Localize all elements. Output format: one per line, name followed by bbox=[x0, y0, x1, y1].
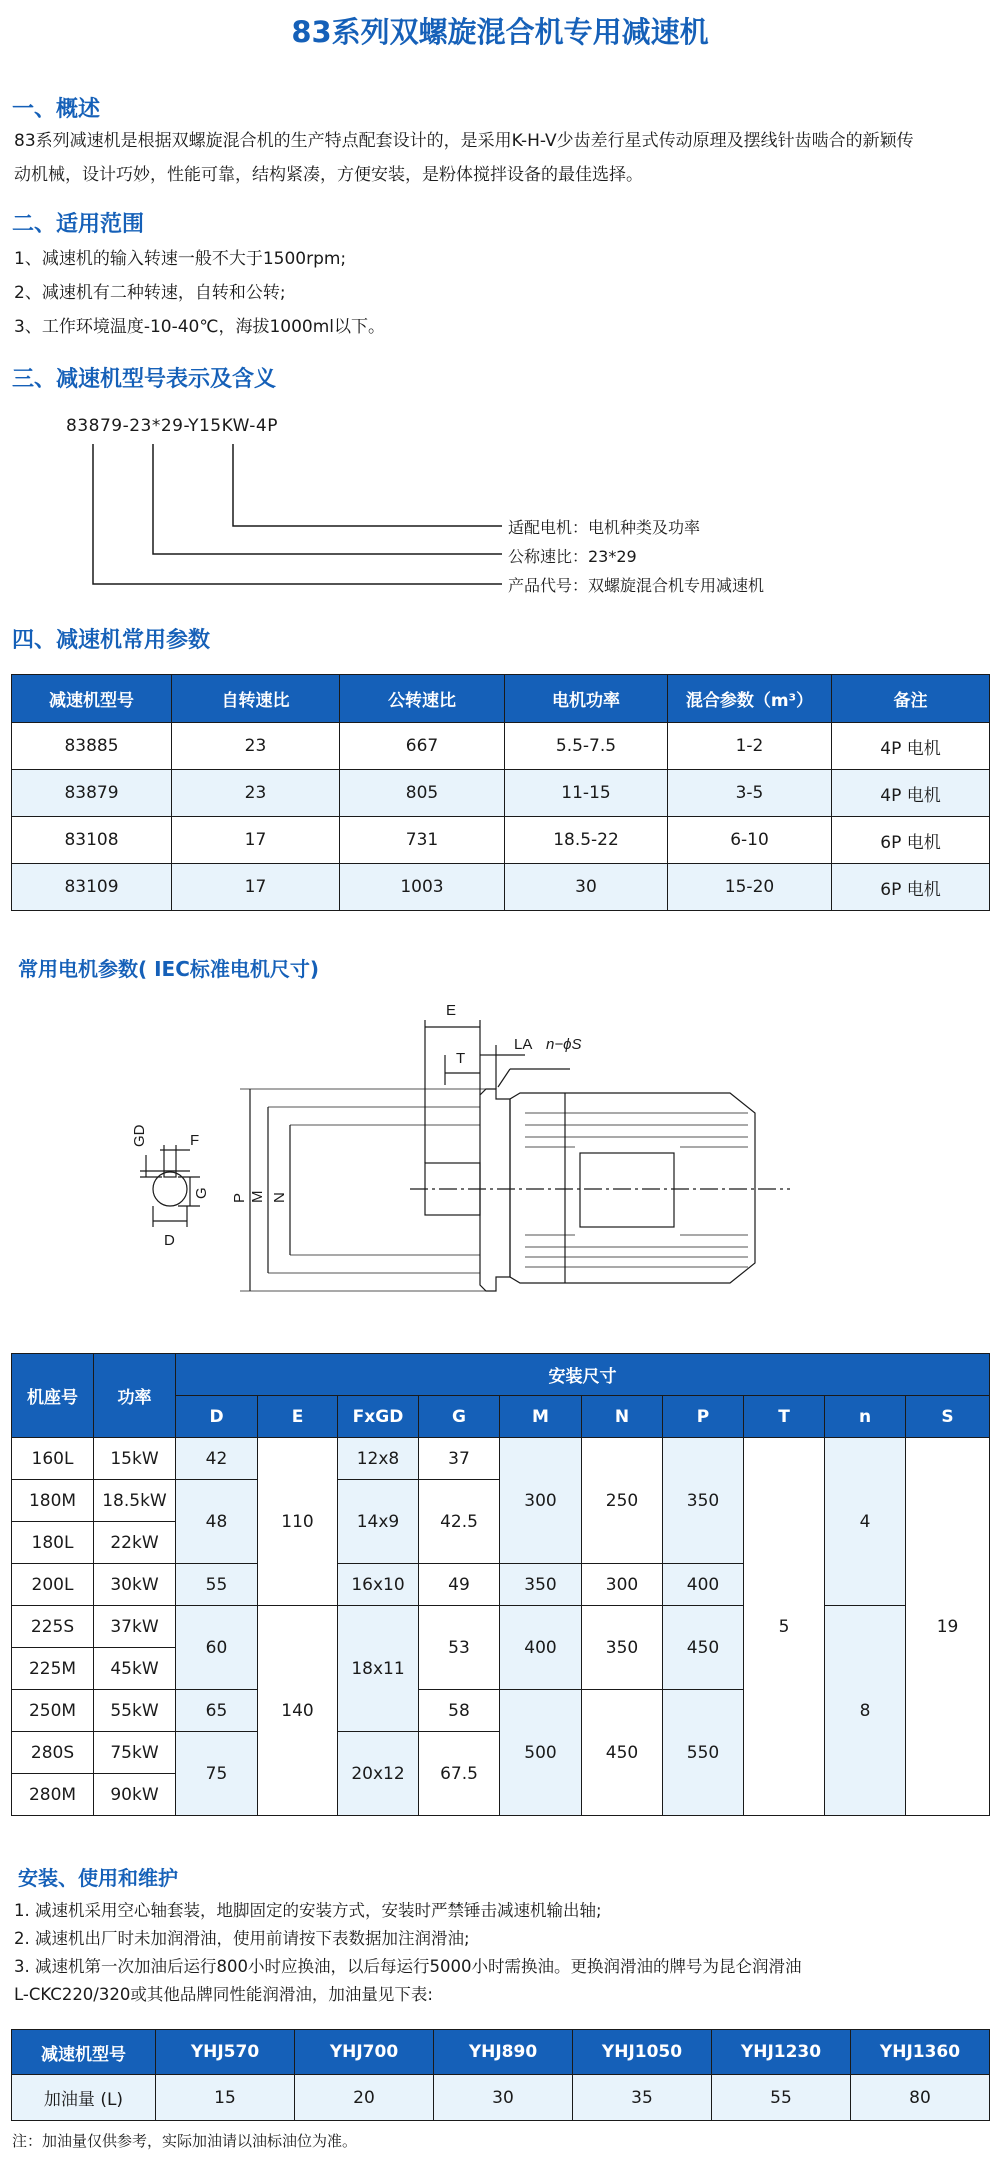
cell: 350 bbox=[582, 1606, 663, 1690]
cell: 12x8 bbox=[338, 1438, 419, 1480]
cell: 5 bbox=[744, 1438, 825, 1816]
table-row bbox=[12, 2075, 990, 2121]
cell: 83879 bbox=[12, 770, 172, 817]
oil-model: YHJ1230 bbox=[712, 2030, 851, 2075]
dim-label-F: F bbox=[190, 1132, 200, 1149]
cell: 4P 电机 bbox=[832, 723, 990, 770]
oil-model: YHJ570 bbox=[156, 2030, 295, 2075]
cell: 23 bbox=[172, 723, 340, 770]
cell: 16x10 bbox=[338, 1564, 419, 1606]
scope-list bbox=[14, 242, 994, 344]
cell: 42.5 bbox=[419, 1480, 500, 1564]
cell: 20 bbox=[295, 2075, 434, 2121]
scope-item: 2、减速机有二种转速，自转和公转; bbox=[14, 283, 286, 303]
cell: 23 bbox=[172, 770, 340, 817]
sub-header: S bbox=[906, 1396, 990, 1438]
cell: 83109 bbox=[12, 864, 172, 911]
table-row bbox=[12, 723, 990, 770]
motor-dimension-table bbox=[11, 1353, 990, 1816]
section-scope-heading: 二、适用范围 bbox=[12, 212, 145, 237]
cell: 180L bbox=[12, 1522, 94, 1564]
overview-line: 83系列减速机是根据双螺旋混合机的生产特点配套设计的，是采用K-H-V少齿差行星式传动原理及摆线针齿啮合的新颖传 bbox=[14, 131, 914, 151]
scope-item: 3、工作环境温度-10-40℃，海拔1000ml以下。 bbox=[14, 317, 385, 337]
cell: 58 bbox=[419, 1690, 500, 1732]
cell: 6P 电机 bbox=[832, 817, 990, 864]
cell: 200L bbox=[12, 1564, 94, 1606]
dim-label-D: D bbox=[164, 1232, 175, 1249]
model-code-example: 83879-23*29-Y15KW-4P bbox=[66, 416, 278, 436]
cell: 49 bbox=[419, 1564, 500, 1606]
col-header: 备注 bbox=[832, 675, 990, 723]
cell: 225S bbox=[12, 1606, 94, 1648]
col-header: 电机功率 bbox=[505, 675, 668, 723]
sub-header: M bbox=[500, 1396, 582, 1438]
cell: 300 bbox=[500, 1438, 582, 1564]
dim-label-T: T bbox=[456, 1050, 466, 1067]
cell: 18.5kW bbox=[94, 1480, 176, 1522]
cell: 17 bbox=[172, 817, 340, 864]
cell: 55kW bbox=[94, 1690, 176, 1732]
col-header: 减速机型号 bbox=[12, 675, 172, 723]
cell: 90kW bbox=[94, 1774, 176, 1816]
motor-dimension-diagram bbox=[131, 995, 800, 1325]
cell: 667 bbox=[340, 723, 505, 770]
sub-header: E bbox=[258, 1396, 338, 1438]
cell: 500 bbox=[500, 1690, 582, 1816]
cell: 550 bbox=[663, 1690, 744, 1816]
cell: 17 bbox=[172, 864, 340, 911]
sub-header: N bbox=[582, 1396, 663, 1438]
cell: 18x11 bbox=[338, 1606, 419, 1732]
cell: 731 bbox=[340, 817, 505, 864]
col-header: 公转速比 bbox=[340, 675, 505, 723]
cell: 15 bbox=[156, 2075, 295, 2121]
cell: 80 bbox=[851, 2075, 990, 2121]
dim-label-G: G bbox=[193, 1187, 210, 1199]
oil-row-label: 加油量 (L) bbox=[12, 2075, 156, 2121]
cell: 67.5 bbox=[419, 1732, 500, 1816]
cell: 160L bbox=[12, 1438, 94, 1480]
cell: 5.5-7.5 bbox=[505, 723, 668, 770]
overview-line: 动机械，设计巧妙，性能可靠，结构紧凑，方便安装，是粉体搅拌设备的最佳选择。 bbox=[14, 165, 643, 185]
cell: 225M bbox=[12, 1648, 94, 1690]
cell: 15kW bbox=[94, 1438, 176, 1480]
cell: 400 bbox=[663, 1564, 744, 1606]
cell: 450 bbox=[663, 1606, 744, 1690]
cell: 14x9 bbox=[338, 1480, 419, 1564]
cell: 15-20 bbox=[668, 864, 832, 911]
maintenance-line: 1. 减速机采用空心轴套装，地脚固定的安装方式，安装时严禁锤击减速机输出轴; bbox=[14, 1901, 602, 1920]
cell: 30 bbox=[505, 864, 668, 911]
sub-header: FxGD bbox=[338, 1396, 419, 1438]
model-label-motor: 适配电机：电机种类及功率 bbox=[508, 518, 701, 537]
table-row bbox=[12, 864, 990, 911]
cell: 37 bbox=[419, 1438, 500, 1480]
cell: 22kW bbox=[94, 1522, 176, 1564]
cell: 42 bbox=[176, 1438, 258, 1480]
oil-header-label: 减速机型号 bbox=[12, 2030, 156, 2075]
cell: 53 bbox=[419, 1606, 500, 1690]
cell: 1003 bbox=[340, 864, 505, 911]
section-model-heading: 三、减速机型号表示及含义 bbox=[12, 367, 277, 392]
cell: 350 bbox=[500, 1564, 582, 1606]
page-title: 83系列双螺旋混合机专用减速机 bbox=[291, 15, 709, 49]
cell: 45kW bbox=[94, 1648, 176, 1690]
oil-model: YHJ1360 bbox=[851, 2030, 990, 2075]
section-params-heading: 四、减速机常用参数 bbox=[12, 628, 211, 653]
table-row bbox=[12, 1438, 990, 1480]
col-header-install: 安装尺寸 bbox=[176, 1354, 990, 1396]
oil-model: YHJ1050 bbox=[573, 2030, 712, 2075]
oil-model: YHJ700 bbox=[295, 2030, 434, 2075]
col-header-frame: 机座号 bbox=[12, 1354, 94, 1438]
oil-model: YHJ890 bbox=[434, 2030, 573, 2075]
cell: 1-2 bbox=[668, 723, 832, 770]
cell: 250M bbox=[12, 1690, 94, 1732]
oil-amount-table bbox=[11, 2029, 990, 2121]
overview-text bbox=[14, 124, 994, 192]
model-label-product: 产品代号：双螺旋混合机专用减速机 bbox=[508, 576, 765, 595]
cell: 20x12 bbox=[338, 1732, 419, 1816]
cell: 48 bbox=[176, 1480, 258, 1564]
cell: 450 bbox=[582, 1690, 663, 1816]
cell: 280S bbox=[12, 1732, 94, 1774]
dim-label-M: M bbox=[249, 1190, 266, 1203]
cell: 400 bbox=[500, 1606, 582, 1690]
cell: 300 bbox=[582, 1564, 663, 1606]
cell: 11-15 bbox=[505, 770, 668, 817]
dim-label-nS: n−ϕS bbox=[546, 1036, 582, 1053]
sub-header: n bbox=[825, 1396, 906, 1438]
oil-note: 注：加油量仅供参考，实际加油请以油标油位为准。 bbox=[12, 2132, 358, 2150]
table-row bbox=[12, 817, 990, 864]
cell: 55 bbox=[712, 2075, 851, 2121]
col-header: 混合参数（m³） bbox=[668, 675, 832, 723]
cell: 280M bbox=[12, 1774, 94, 1816]
cell: 55 bbox=[176, 1564, 258, 1606]
cell: 18.5-22 bbox=[505, 817, 668, 864]
cell: 4 bbox=[825, 1438, 906, 1606]
col-header: 自转速比 bbox=[172, 675, 340, 723]
scope-item: 1、减速机的输入转速一般不大于1500rpm; bbox=[14, 249, 347, 269]
cell: 805 bbox=[340, 770, 505, 817]
dim-label-P: P bbox=[231, 1192, 248, 1203]
cell: 140 bbox=[258, 1606, 338, 1816]
cell: 83108 bbox=[12, 817, 172, 864]
table-row bbox=[12, 770, 990, 817]
sub-header: P bbox=[663, 1396, 744, 1438]
cell: 30 bbox=[434, 2075, 573, 2121]
col-header-power: 功率 bbox=[94, 1354, 176, 1438]
cell: 19 bbox=[906, 1438, 990, 1816]
dim-label-LA: LA bbox=[514, 1036, 533, 1053]
cell: 75kW bbox=[94, 1732, 176, 1774]
cell: 30kW bbox=[94, 1564, 176, 1606]
cell: 6P 电机 bbox=[832, 864, 990, 911]
cell: 83885 bbox=[12, 723, 172, 770]
dim-label-GD: GD bbox=[131, 1124, 148, 1147]
dim-label-N: N bbox=[271, 1192, 288, 1203]
sub-header: T bbox=[744, 1396, 825, 1438]
maintenance-text bbox=[14, 1897, 994, 2009]
maintenance-line: 3. 减速机第一次加油后运行800小时应换油，以后每运行5000小时需换油。更换润滑油的牌号为昆仑润滑油 bbox=[14, 1957, 802, 1976]
section-overview-heading: 一、概述 bbox=[12, 97, 101, 122]
cell: 35 bbox=[573, 2075, 712, 2121]
model-label-ratio: 公称速比：23*29 bbox=[508, 547, 637, 566]
model-code-leader-lines bbox=[0, 430, 1000, 590]
cell: 65 bbox=[176, 1690, 258, 1732]
cell: 180M bbox=[12, 1480, 94, 1522]
cell: 250 bbox=[582, 1438, 663, 1564]
cell: 6-10 bbox=[668, 817, 832, 864]
cell: 110 bbox=[258, 1438, 338, 1606]
maintenance-heading: 安装、使用和维护 bbox=[18, 1866, 178, 1890]
maintenance-line: 2. 减速机出厂时未加润滑油，使用前请按下表数据加注润滑油; bbox=[14, 1929, 470, 1948]
cell: 8 bbox=[825, 1606, 906, 1816]
cell: 60 bbox=[176, 1606, 258, 1690]
cell: 350 bbox=[663, 1438, 744, 1564]
reducer-params-table bbox=[11, 674, 990, 911]
motor-params-heading: 常用电机参数( IEC标准电机尺寸) bbox=[18, 957, 320, 981]
cell: 3-5 bbox=[668, 770, 832, 817]
sub-header: G bbox=[419, 1396, 500, 1438]
cell: 37kW bbox=[94, 1606, 176, 1648]
cell: 75 bbox=[176, 1732, 258, 1816]
dim-label-E: E bbox=[446, 1002, 457, 1019]
sub-header: D bbox=[176, 1396, 258, 1438]
maintenance-line: L-CKC220/320或其他品牌同性能润滑油，加油量见下表: bbox=[14, 1985, 433, 2004]
cell: 4P 电机 bbox=[832, 770, 990, 817]
table-row bbox=[12, 1606, 990, 1648]
